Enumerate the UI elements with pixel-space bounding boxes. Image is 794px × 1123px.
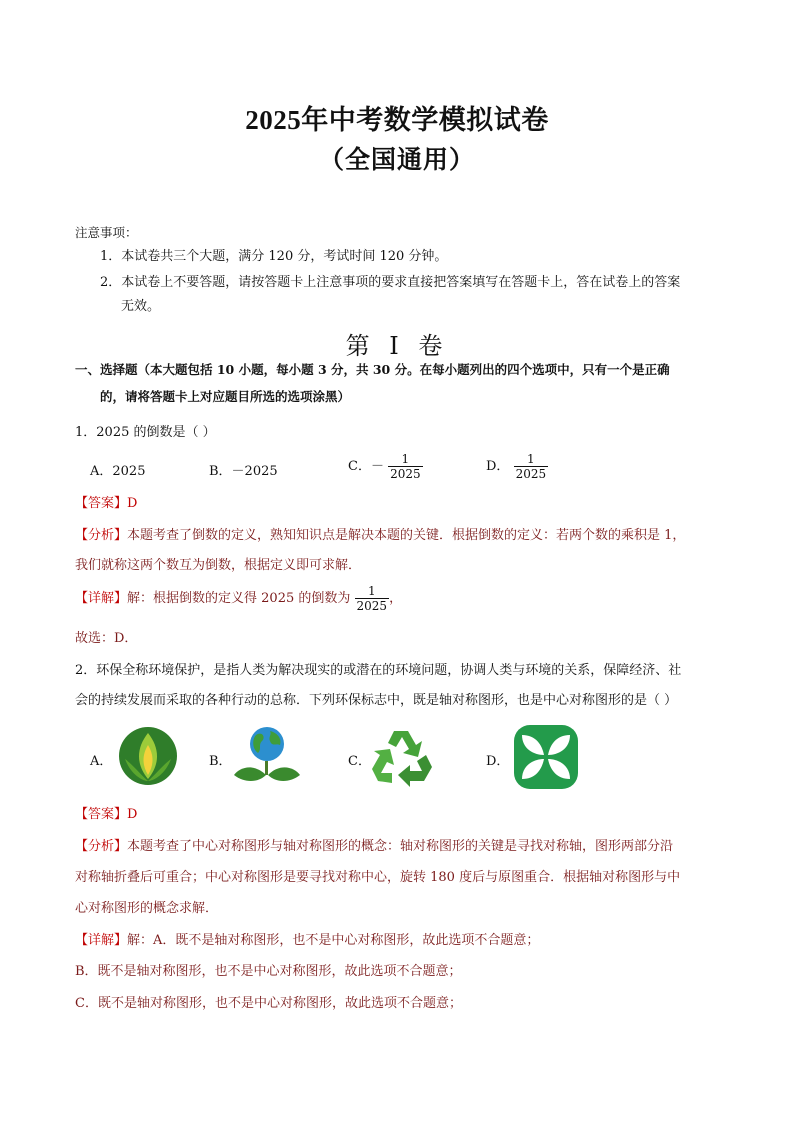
- q2-detail-c: C．既不是轴对称图形，也不是中心对称图形，故此选项不合题意；: [75, 996, 462, 1011]
- fraction-denominator: 2025: [356, 599, 388, 613]
- q2-analysis-line-2: 对称轴折叠后可重合；中心对称图形是要寻找对称中心，旋转 180 度后与原图重合．根据轴对称图形与中: [75, 870, 681, 885]
- q2-option-b-label: B．: [209, 754, 232, 769]
- fraction: [514, 452, 549, 481]
- q1-analysis-line-1: [75, 527, 685, 545]
- four-leaf-logo-icon: [512, 725, 580, 789]
- detail-text: 解：A．既不是轴对称图形，也不是中心对称图形，故此选项不合题意；: [127, 933, 540, 948]
- fraction: [388, 452, 423, 481]
- q1-option-c: [348, 452, 423, 481]
- volume-heading: 第 I 卷: [345, 332, 449, 360]
- analysis-text: 本题考查了倒数的定义，熟知知识点是解决本题的关键．根据倒数的定义：若两个数的乘积是 1，: [127, 528, 686, 543]
- q2-analysis-line-3: 心对称图形的概念求解．: [75, 901, 219, 916]
- detail-text: 解：根据倒数的定义得 2025 的倒数为: [127, 591, 351, 606]
- q2-detail-b: B．既不是轴对称图形，也不是中心对称图形，故此选项不合题意；: [75, 964, 462, 979]
- detail-tag: 【详解】: [75, 591, 128, 606]
- q1-answer: [75, 495, 137, 513]
- fraction-numerator: 1: [355, 584, 390, 599]
- analysis-text: 本题考查了中心对称图形与轴对称图形的概念：轴对称图形的关键是寻找对称轴，图形两部分沿: [127, 839, 674, 854]
- answer-tag: 【答案】: [75, 807, 128, 822]
- answer-value: D: [127, 807, 138, 822]
- q2-answer: [75, 806, 137, 824]
- q2-stem-line-1: 2．环保全称环境保护，是指人类为解决现实的或潜在的环境问题，协调人类与环境的关系，保障经济、社: [75, 663, 682, 678]
- q1-option-d: [486, 452, 548, 481]
- fraction-denominator: 2025: [390, 467, 421, 481]
- q1-option-c-label: C．－: [348, 459, 384, 474]
- q1-option-b: B．－2025: [209, 464, 278, 479]
- answer-value: D: [127, 496, 138, 511]
- q1-detail: [75, 584, 402, 613]
- detail-end: ，: [389, 591, 403, 606]
- q1-selection: 故选：D．: [75, 631, 138, 646]
- fraction-numerator: 1: [388, 452, 423, 467]
- q1-option-a: A．2025: [90, 464, 146, 479]
- q2-detail-a: [75, 932, 539, 950]
- section-1-heading-cont: 的，请将答题卡上对应题目所选的选项涂黑）: [100, 389, 351, 404]
- answer-tag: 【答案】: [75, 496, 128, 511]
- q2-option-a-label: A．: [90, 754, 113, 769]
- exam-subtitle: （全国通用）: [318, 147, 475, 174]
- q2-option-d-label: D．: [486, 754, 510, 769]
- detail-tag: 【详解】: [75, 933, 128, 948]
- analysis-tag: 【分析】: [75, 839, 128, 854]
- fraction-numerator: 1: [514, 452, 549, 467]
- q2-analysis-line-1: [75, 838, 673, 856]
- q2-stem-line-2: 会的持续发展而采取的各种行动的总称．下列环保标志中，既是轴对称图形，也是中心对称图形的是（ ）: [75, 693, 678, 708]
- notice-item-1: 1．本试卷共三个大题，满分 120 分，考试时间 120 分钟。: [100, 249, 448, 264]
- globe-sprout-logo-icon: [232, 725, 302, 789]
- analysis-tag: 【分析】: [75, 528, 128, 543]
- q2-option-c-label: C．: [348, 754, 371, 769]
- notice-heading: 注意事项：: [75, 225, 138, 240]
- q1-option-d-label: D．: [486, 459, 510, 474]
- recycle-logo-icon: [370, 725, 436, 789]
- fraction-denominator: 2025: [515, 467, 547, 481]
- exam-title: 2025年中考数学模拟试卷: [245, 105, 549, 135]
- q1-analysis-line-2: 我们就称这两个数互为倒数，根据定义即可求解．: [75, 558, 362, 573]
- notice-item-2-cont: 无效。: [121, 299, 161, 314]
- notice-item-2: 2．本试卷上不要答题，请按答题卡上注意事项的要求直接把答案填写在答题卡上，答在试卷上的答案: [100, 275, 681, 290]
- fraction: [355, 584, 390, 613]
- q1-stem: 1．2025 的倒数是（ ）: [75, 425, 216, 440]
- section-1-heading: 一、选择题（本大题包括 10 小题，每小题 3 分，共 30 分。在每小题列出的四个选项中，只有一个是正确: [75, 362, 670, 377]
- leaf-flame-logo-icon: [117, 725, 179, 787]
